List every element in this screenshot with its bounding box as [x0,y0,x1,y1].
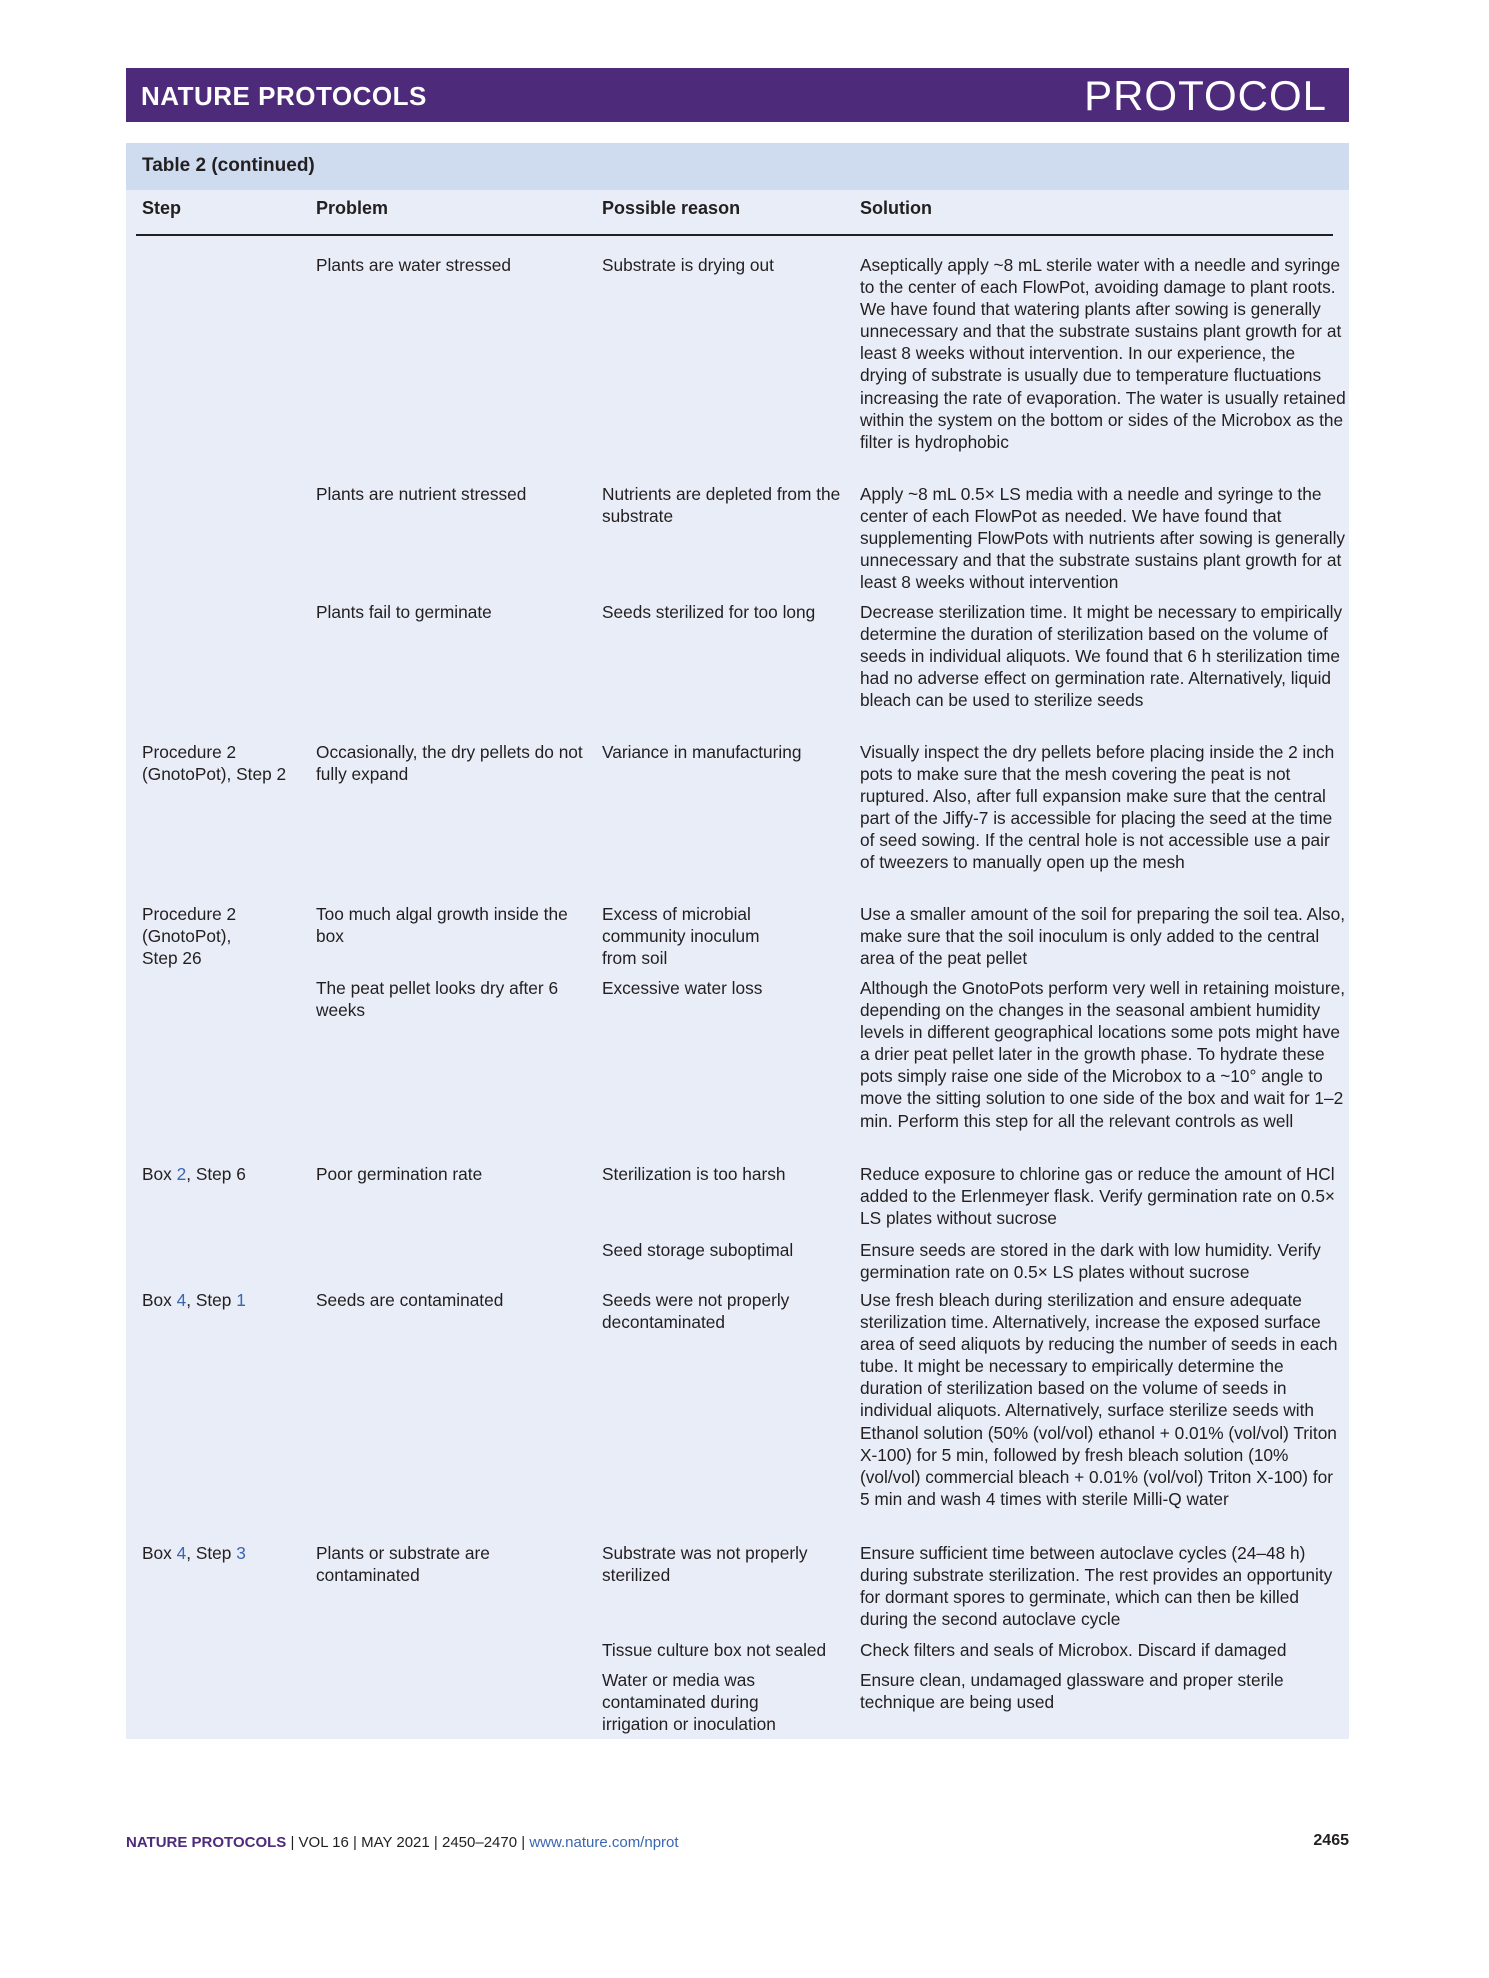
row-1-problem: Plants are water stressed [316,255,511,275]
row-4-reason: Variance in manufacturing [602,742,802,762]
journal-name: NATURE PROTOCOLS [141,81,427,111]
row-9-solution: Use fresh bleach during sterilization and ensure adequate sterilization time. Alternatively, increase the exposed surface area of seed aliquots by reducing the number of seeds in each tube. It might be necessary to empirically determine the duration of sterilization based on the volume of seeds in individual aliquots. Alternatively, surface sterilize seeds with Ethanol solution (50% (vol/vol) ethanol + 0.01% (vol/vol) Triton X-100) for 5 min, followed by fresh bleach solution (10% (vol/vol) commercial bleach + 0.01% (vol/vol) Triton X-100) for 5 min and wash 4 times with sterile Milli-Q water [860,1290,1338,1509]
row-7-step: Box 2, Step 6 [142,1164,246,1184]
row-3-reason: Seeds sterilized for too long [602,602,816,622]
row-2-solution: Apply ~8 mL 0.5× LS media with a needle and syringe to the center of each FlowPot as needed. We have found that supplementing FlowPots with nutrients after sowing is generally unnecessary and that the substrate sustains plant growth for at least 8 weeks without intervention [860,484,1346,593]
row-7-problem: Poor germination rate [316,1164,483,1184]
row-2-problem: Plants are nutrient stressed [316,484,527,504]
footer-pages: 2450–2470 [441,1834,518,1851]
row-5-step: Procedure 2 (GnotoPot), Step 26 [142,904,237,969]
row-5-solution: Use a smaller amount of the soil for preparing the soil tea. Also, make sure that the soil inoculum is only added to the central area of the peat pellet [860,904,1346,969]
row-6-reason: Excessive water loss [602,978,763,998]
row-1-reason: Substrate is drying out [602,255,774,275]
row-10-problem: Plants or substrate are contaminated [316,1543,490,1586]
row-10-step: Box 4, Step 3 [142,1543,246,1563]
row-10-reason: Substrate was not properly sterilized [602,1543,808,1586]
page-number: 2465 [1313,1832,1349,1849]
table-title: Table 2 (continued) [142,155,315,176]
row-12-reason: Water or media was contaminated during irrigation or inoculation [602,1670,776,1735]
row-9-problem: Seeds are contaminated [316,1290,504,1310]
box-4-link[interactable]: 4 [176,1290,187,1310]
footer-url-link[interactable]: www.nature.com/nprot [529,1834,679,1851]
row-11-solution: Check filters and seals of Microbox. Discard if damaged [860,1640,1287,1660]
step-1-link[interactable]: 1 [236,1290,246,1310]
row-5-reason: Excess of microbial community inoculum from soil [602,904,760,969]
header-rule [136,234,1333,236]
article-type: PROTOCOL [1084,72,1327,119]
row-10-solution: Ensure sufficient time between autoclave cycles (24–48 h) during substrate sterilization. The rest provides an opportunity for dormant spores to germinate, which can then be killed during the second autoclave cycle [860,1543,1333,1630]
row-5-problem: Too much algal growth inside the box [316,904,568,947]
row-4-step: Procedure 2 (GnotoPot), Step 2 [142,742,287,785]
row-6-solution: Although the GnotoPots perform very well in retaining moisture, depending on the changes in the seasonal ambient humidity levels in different geographical locations some pots might have a drier peat pellet later in the growth phase. To hydrate these pots simply raise one side of the Microbox to a ~10° angle to move the sitting solution to one side of the box and wait for 1–2 min. Perform this step for all the relevant controls as well [860,978,1346,1131]
row-1-solution: Aseptically apply ~8 mL sterile water with a needle and syringe to the center of each FlowPot, avoiding damage to plant roots. We have found that watering plants after sowing is generally unnecessary and that the substrate sustains plant growth for at least 8 weeks without intervention. In our experience, the drying of substrate is usually due to temperature fluctuations increasing the rate of evaporation. The water is usually retained within the system on the bottom or sides of the Microbox as the filter is hydrophobic [860,255,1346,452]
row-3-solution: Decrease sterilization time. It might be necessary to empirically determine the duration of sterilization based on the volume of seeds in individual aliquots. We found that 6 h sterilization time had no adverse effect on germination rate. Alternatively, liquid bleach can be used to sterilize seeds [860,602,1343,711]
box-4-link[interactable]: 4 [176,1543,187,1563]
row-9-step: Box 4, Step 1 [142,1290,246,1310]
row-8-solution: Ensure seeds are stored in the dark with low humidity. Verify germination rate on 0.5× LS plates without sucrose [860,1240,1321,1283]
row-7-solution: Reduce exposure to chlorine gas or reduce the amount of HCl added to the Erlenmeyer flask. Verify germination rate on 0.5× LS plates without sucrose [860,1164,1336,1229]
footer-journal: NATURE PROTOCOLS [126,1834,287,1851]
row-4-solution: Visually inspect the dry pellets before placing inside the 2 inch pots to make sure that the mesh covering the peat is not ruptured. Also, after full expansion make sure that the central part of the Jiffy-7 is accessible for placing the seed at the time of seed sowing. If the central hole is not accessible use a pair of tweezers to manually open up the mesh [860,742,1335,873]
footer-volume: VOL 16 [298,1834,349,1851]
row-6-problem: The peat pellet looks dry after 6 weeks [316,978,559,1021]
table-title-bar [126,143,1349,190]
troubleshooting-table [126,143,1349,1739]
column-header-reason: Possible reason [602,198,741,218]
page-footer: NATURE PROTOCOLS | VOL 16 | MAY 2021 | 2450–2470 | www.nature.com/nprot [126,1834,679,1851]
row-11-reason: Tissue culture box not sealed [602,1640,827,1660]
row-12-solution: Ensure clean, undamaged glassware and proper sterile technique are being used [860,1670,1284,1713]
row-8-reason: Seed storage suboptimal [602,1240,794,1260]
row-2-reason: Nutrients are depleted from the substrate [602,484,841,527]
row-9-reason: Seeds were not properly decontaminated [602,1290,790,1333]
row-3-problem: Plants fail to germinate [316,602,492,622]
column-header-solution: Solution [860,198,932,218]
step-3-link[interactable]: 3 [236,1543,246,1563]
box-2-link[interactable]: 2 [176,1164,187,1184]
row-7-reason: Sterilization is too harsh [602,1164,786,1184]
row-4-problem: Occasionally, the dry pellets do not fully expand [316,742,583,785]
journal-header-bar [126,68,1349,122]
column-header-step: Step [142,198,182,218]
footer-date: MAY 2021 [361,1834,430,1851]
column-header-problem: Problem [316,198,389,218]
